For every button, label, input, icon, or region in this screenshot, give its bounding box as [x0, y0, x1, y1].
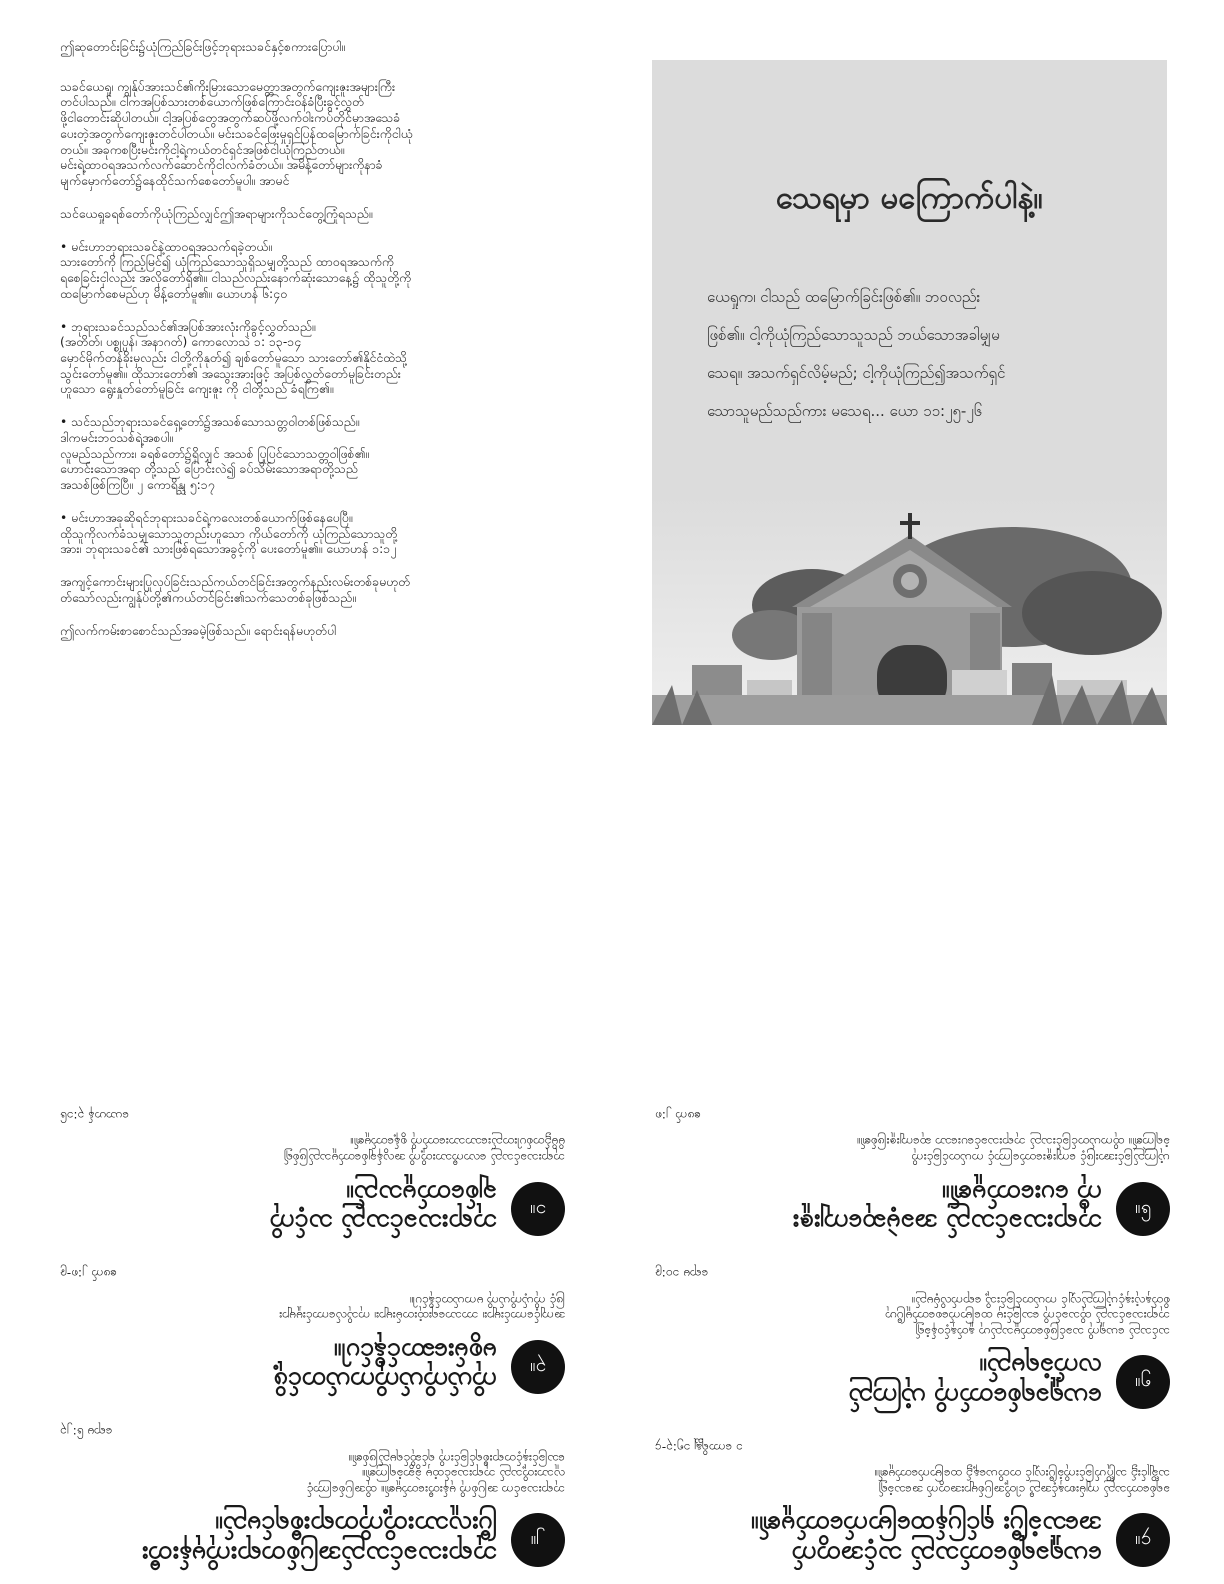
cover-verse: ယေရှုက၊ ငါသည် ထမြောက်ခြင်းဖြစ်၏။ ဘဝလည်း ဖြစ်၏။ ငါ့ကိုယုံကြည်သောသူသည် ဘယ်သောအခါမျှမ သေရ။ အသက်ရှင်လိမ့်မည်; ငါ့ကိုယုံကြည်၍အသက်ရှင် သောသူမည်သည်ကား မသေရ... ယော ၁၁:၂၅-၂၆ — [707, 288, 1006, 420]
section-body: သင်သည် ယေရှုကို သခင်ဖြစ်တော်မူသည်ဟု နှုတ်နှင့်ဝန်ခံ၍ ဘုရားသခင်သည် ထိုသခင်ကို သေခြင်းမှ ထမြောက်စေတော်မူပြီဟု စိတ်နှလုံးနှင့်ယုံကြည်လျှင် ကယ်တင်ခြင်းသို့ ရောက်လိမ့်မည်။ — [884, 1293, 1170, 1339]
eternal-life-bullet: • မင်းဟာဘုရားသခင်နဲ့ထာဝရအသက်ရခဲ့တယ်။ သားတော်ကို ကြည့်မြင်၍ ယုံကြည်သောသူရှိသမျှတို့သည် ထာဝရအသက်ကို ရစေခြင်းငှါလည်း အလိုတော်ရှိ၏။ ငါသည်လည်းနောက်ဆုံးသောနေ့၌ ထိုသူတို့ကို ထမြောက်စေမည်ဟု မိန့်တော်မူ၏။ ယောဟန် ၆:၄၀ — [60, 239, 412, 301]
section-number-badge: ၃။ — [511, 1340, 565, 1394]
good-works-note: အကျင့်ကောင်းများပြုလုပ်ခြင်းသည်ကယ်တင်ခြင်းအတွက်နည်းလမ်းတစ်ခုမဟုတ် တ်သော်လည်းကျွန်ုပ်တို့၏ကယ်တင်ခြင်း၏သက်သေတစ်ခုဖြစ်သည်။ — [60, 575, 411, 605]
prayer-paragraph: သခင်ယေရှု၊ ကျွန်ုပ်အားသင်၏ကိုးမြားသောမေတ္တာအတွက်ကျေးဇူးအများကြီး တင်ပါသည်။ ငါကအပြစ်သားတစ်ယောက်ဖြစ်ကြောင်းဝန်ခံပြီးခွင့်လွှတ် ဖို့ငါတောင်းဆိုပါတယ်။ ငါ့အပြစ်တွေအတွက်ဆပ်ဖို့လက်ဝါးကပ်တိုင်မှာအသေခံ ပေးတဲ့အတွက်ကျေးဇူးတင်ပါတယ်။ မင်းသခင်ဖြေးမှုရှင်ပြန်ထမြောက်ခြင်းကိုငါယုံ တယ်။ အခုကစပြီးမင်းကိုငါ့ရဲ့ကယ်တင်ရှင်အဖြစ်ငါယုံကြည်တယ်။ မင်းရဲ့ထာဝရအသက်လက်ဆောင်ကိုငါလက်ခံတယ်။ အမိန့်တော်များကိုနာခံ မျက်မှောက်တော်၌နေထိုင်သက်စေတော်မူပါ။ အာမင် — [60, 79, 413, 189]
lead-in-paragraph: သင်ယေရှုခရစ်တော်ကိုယုံကြည်လျှင်ဤအရာများကိုသင်တွေ့ကြုံရသည်။ — [60, 206, 373, 221]
forgiveness-bullet: • ဘုရားသခင်သည်သင်၏အပြစ်အားလုံးကိုခွင့်လွှတ်သည်။ (အတိတ်၊ ပစ္စုပ္ပန်၊ အနာဂတ်) ကောလောသဲ ၁: ၁၃-၁၄ မှောင်မိုက်တန်ခိုးမှလည်း ငါတို့ကိုနုတ်၍ ချစ်တော်မူသော သားတော်၏နိုင်ငံထဲသို့ သွင်းတော်မူ၏။ ထိုသားတော်၏ အသွေးအားဖြင့် အပြစ်လွှတ်တော်မူခြင်းတည်း ဟူသော ရွေးနှုတ်တော်မူခြင်း ကျေးဇူး ကို ငါတို့သည် ခံရကြ၏။ — [60, 319, 407, 397]
section-6 — [655, 1106, 1170, 1238]
section-body: ဘုရားသခင်က အပြစ်ကို မုန်းတီးတော်မူ၏။ ထိုအပြစ်ကြောင့် လူသားတို့သည် ဘုရားသခင်ထံမှ ခွဲခွာခံရကြ၏။ သေခြင်းနှင့်တရားစီရင်ခြင်းကို ရင်ဆိုင်ရမည်ဖြစ်၏။ — [306, 1451, 565, 1497]
section-number-badge: ၆။ — [1116, 1182, 1170, 1236]
section-number-badge: ၅။ — [1116, 1355, 1170, 1409]
cover-panel — [652, 60, 1167, 725]
bottom-right-panel — [655, 820, 1170, 1570]
section-number-badge: ၁။ — [511, 1182, 565, 1236]
section-reference: ၁ ကောရိန္သု ၁၅:၃-၄ — [655, 1440, 743, 1455]
bottom-left-panel — [60, 805, 565, 1570]
section-title: ဘုရားသခင်သည်အပြစ်တရားကိုမုန်းတီး ပြီးလူသားတို့ကိုတရားစီရင်မည်။ — [141, 1511, 497, 1570]
section-title: ကိုယ်ကိုယ်ကိုကယ်တင်ဖို့ မစွမ်းဆောင်နိုင်ပါ။ — [273, 1337, 497, 1397]
section-title: ဘုရားသခင်သည် အခမဲ့ဆုကျေးဇူး ကို ပေးတော်မူ၏။ — [792, 1179, 1102, 1239]
section-reference: ဧဖက် ၂:၈ — [655, 1108, 701, 1123]
church-photo — [652, 495, 1167, 725]
free-tract-note: ဤလက်ကမ်းစာစောင်သည်အခမဲ့ဖြစ်သည်။ ရောင်းရန်မဟုတ်ပါ — [60, 623, 337, 638]
left-column — [60, 40, 580, 656]
section-title: ယေရှုခရစ်တော်သည် သင့်အတွက် အသေခံပြီး ရှင်ပြန်ထမြောက်တော်မူ၏။ — [751, 1511, 1102, 1570]
section-number-badge: ၂။ — [511, 1514, 565, 1568]
section-1 — [60, 1106, 565, 1238]
section-reference: ရောမ ၆:၂၃ — [60, 1425, 113, 1440]
new-creation-bullet: • သင်သည်ဘုရားသခင်ရှေ့တော်၌အသစ်သောသတ္တဝါတစ်ဖြစ်သည်။ ဒါကမင်းဘဝသစ်ရဲ့အစပါ။ လူမည်သည်ကား၊ ခရစ်တော်၌ရှိလျှင် အသစ် ပြုပြင်သောသတ္တဝါဖြစ်၏။ ဟောင်းသောအရာ တို့သည် ပြောင်းလဲ၍ ခပ်သိမ်းသောအရာတို့သည် အသစ်ဖြစ်ကြပြီ။ ၂ ကောရိန္သု ၅:၁၇ — [60, 415, 370, 493]
section-3 — [60, 1264, 565, 1396]
section-reference: ရောမ ၁၀:၉ — [655, 1267, 709, 1282]
child-of-god-bullet: • မင်းဟာအခုဆိုရင်ဘုရားသခင်ရဲ့ကလေးတစ်ယောက်ဖြစ်နေပေပြီ။ ထိုသူကိုလက်ခံသမျှသောသူတည်းဟူသော ကိုယ်တော်ကို ယုံကြည်သောသူတို့ အား၊ ဘုရားသခင်၏ သားဖြစ်ရသောအခွင့်ကို ပေးတော်မူ၏။ ယောဟန် ၁:၁၂ — [60, 510, 398, 557]
section-5 — [655, 1264, 1170, 1412]
section-number-badge: ၄။ — [1116, 1514, 1170, 1568]
section-body: ယုံကြည်ခြင်းအားဖြင့် ကျေးဇူးတော်ကြောင့် ကယ်တင်ခြင်းကို ခံရကြ၏။ ထိုကယ်တင်ခြင်းသည် ဘုရားသခင်ပေးသော ဆုကျေးဇူးဖြစ်၏။ — [856, 1135, 1170, 1166]
section-reference: ယောဟန် ၃:၁၆ — [60, 1108, 130, 1123]
section-reference: ဧဖက် ၂:၈-၉ — [60, 1267, 118, 1282]
section-2 — [60, 1422, 565, 1570]
section-title: ဘုရားသခင်သည် သင့်ကို ချစ်တော်မူသည်။ — [270, 1179, 497, 1239]
section-title: ယေရှုခရစ်တော်ကို ယုံကြည် လက်ခံရမည်။ — [848, 1353, 1102, 1412]
section-body: အကျင့်ကောင်းများ၊ ဘာသာရေးထုံးတမ်းများ၊ ကုသိုလ်ကောင်းမှုများ ဖြင့် ကိုယ့်ကိုယ်ကို မကယ်တင်နိုင်ပါ။ — [279, 1293, 565, 1324]
section-body: ခရစ်တော်သည် ကျမ်းစာနှင့်အညီ ငါတို့အပြစ်များအတွက် အသေခံ၍ သင်္ချိုင်း၌ သင်္ဂြိုဟ်ခြင်းကိုခံပြီးလျှင် တတိယနေ့၌ ထမြောက်တော်မူ၏။ — [873, 1467, 1170, 1497]
cover-title: သေရမှာ မကြောက်ပါနဲ့။ — [776, 180, 1043, 216]
section-body: ဘုရားသခင်သည် လောကီသားတို့ကို အလွန်ချစ်တော်မူသည်ဖြစ်၍ မိမိ၌တစ်ပါးတည်းသောသားတော်ကို စွန့်တော်မူ၏။ — [283, 1135, 565, 1166]
intro-line: ဤဆုတောင်းခြင်း၌ယုံကြည်ခြင်းဖြင့်ဘုရားသခင်နှင့်စကားပြောပါ။ — [60, 40, 346, 54]
section-4 — [655, 1438, 1170, 1570]
